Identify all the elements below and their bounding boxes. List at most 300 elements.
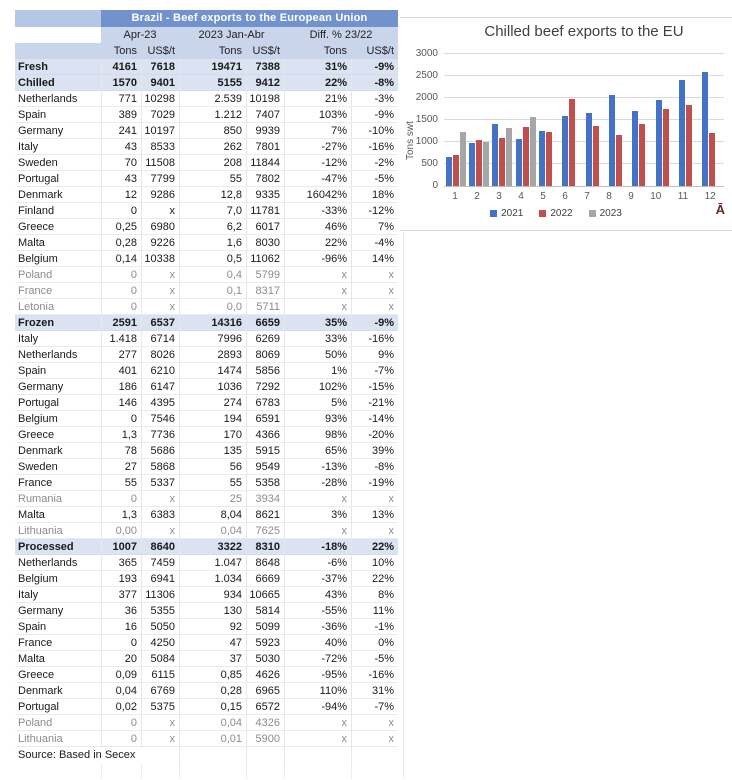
row-label[interactable]: Sweden bbox=[15, 459, 101, 475]
cell-2[interactable]: 7996 bbox=[179, 331, 246, 347]
cell-2[interactable]: 0,15 bbox=[179, 699, 246, 715]
subheader-cell-1[interactable]: US$/t bbox=[141, 43, 179, 59]
cell-4[interactable]: -13% bbox=[284, 459, 351, 475]
row-label[interactable]: Greece bbox=[15, 427, 101, 443]
cell-3[interactable]: 8648 bbox=[246, 555, 284, 571]
row-label[interactable]: Netherlands bbox=[15, 91, 101, 107]
column-group-jan-abr[interactable]: 2023 Jan-Abr bbox=[179, 27, 284, 43]
cell-4[interactable]: x bbox=[284, 491, 351, 507]
blank-subheader-cell[interactable] bbox=[15, 43, 101, 59]
cell-3[interactable]: 6017 bbox=[246, 219, 284, 235]
cell-4[interactable]: 50% bbox=[284, 347, 351, 363]
legend-item-2021[interactable] bbox=[490, 208, 523, 219]
cell-0[interactable]: 0,00 bbox=[101, 523, 141, 539]
cell-5[interactable]: -8% bbox=[351, 75, 398, 91]
cell-3[interactable]: 11062 bbox=[246, 251, 284, 267]
cell-5[interactable]: 22% bbox=[351, 539, 398, 555]
cell-4[interactable]: 46% bbox=[284, 219, 351, 235]
cell-5[interactable]: -3% bbox=[351, 91, 398, 107]
cell-1[interactable]: 8026 bbox=[141, 347, 179, 363]
cell-1[interactable]: 7459 bbox=[141, 555, 179, 571]
cell-0[interactable]: 1.418 bbox=[101, 331, 141, 347]
cell-0[interactable]: 186 bbox=[101, 379, 141, 395]
row-label[interactable]: Italy bbox=[15, 587, 101, 603]
cell-0[interactable]: 377 bbox=[101, 587, 141, 603]
cell-1[interactable]: 11306 bbox=[141, 587, 179, 603]
column-group-diff[interactable]: Diff. % 23/22 bbox=[284, 27, 398, 43]
cell-3[interactable]: 6269 bbox=[246, 331, 284, 347]
cell-5[interactable]: -16% bbox=[351, 139, 398, 155]
cell-2[interactable]: 262 bbox=[179, 139, 246, 155]
cell-0[interactable]: 146 bbox=[101, 395, 141, 411]
cell-5[interactable]: x bbox=[351, 491, 398, 507]
cell-4[interactable]: -33% bbox=[284, 203, 351, 219]
cell-1[interactable]: x bbox=[141, 715, 179, 731]
row-label[interactable]: Poland bbox=[15, 715, 101, 731]
cell-3[interactable]: 6591 bbox=[246, 411, 284, 427]
cell-4[interactable]: 1% bbox=[284, 363, 351, 379]
cell-5[interactable]: -9% bbox=[351, 107, 398, 123]
cell-2[interactable]: 19471 bbox=[179, 59, 246, 75]
cell-3[interactable]: 8030 bbox=[246, 235, 284, 251]
cell-3[interactable]: 10665 bbox=[246, 587, 284, 603]
row-label[interactable]: Belgium bbox=[15, 571, 101, 587]
cell-2[interactable]: 0,0 bbox=[179, 299, 246, 315]
subheader-cell-4[interactable]: Tons bbox=[284, 43, 351, 59]
cell-1[interactable]: 5868 bbox=[141, 459, 179, 475]
cell-4[interactable]: 65% bbox=[284, 443, 351, 459]
cell-0[interactable]: 0 bbox=[101, 635, 141, 651]
cell-2[interactable]: 130 bbox=[179, 603, 246, 619]
cell-1[interactable]: 7799 bbox=[141, 171, 179, 187]
cell-1[interactable]: x bbox=[141, 299, 179, 315]
cell-4[interactable]: -72% bbox=[284, 651, 351, 667]
row-label[interactable]: Portugal bbox=[15, 171, 101, 187]
cell-1[interactable]: 7029 bbox=[141, 107, 179, 123]
cell-2[interactable]: 1.047 bbox=[179, 555, 246, 571]
cell-5[interactable]: -16% bbox=[351, 667, 398, 683]
cell-5[interactable]: x bbox=[351, 523, 398, 539]
cell-3[interactable]: 7292 bbox=[246, 379, 284, 395]
cell-5[interactable]: 13% bbox=[351, 507, 398, 523]
cell-5[interactable]: 10% bbox=[351, 555, 398, 571]
cell-3[interactable]: 6783 bbox=[246, 395, 284, 411]
cell-3[interactable]: 5099 bbox=[246, 619, 284, 635]
cell-4[interactable]: x bbox=[284, 731, 351, 747]
cell-2[interactable]: 7,0 bbox=[179, 203, 246, 219]
cell-5[interactable]: 31% bbox=[351, 683, 398, 699]
cell-4[interactable]: -55% bbox=[284, 603, 351, 619]
cell-5[interactable]: x bbox=[351, 267, 398, 283]
cell-0[interactable]: 1,3 bbox=[101, 507, 141, 523]
cell-5[interactable]: 11% bbox=[351, 603, 398, 619]
cell-5[interactable]: -2% bbox=[351, 155, 398, 171]
cell-4[interactable]: -94% bbox=[284, 699, 351, 715]
cell-5[interactable]: 22% bbox=[351, 571, 398, 587]
row-label[interactable]: Germany bbox=[15, 603, 101, 619]
cell-2[interactable]: 2.539 bbox=[179, 91, 246, 107]
cell-2[interactable]: 934 bbox=[179, 587, 246, 603]
cell-4[interactable]: -36% bbox=[284, 619, 351, 635]
cell-5[interactable]: 9% bbox=[351, 347, 398, 363]
cell-3[interactable]: 3934 bbox=[246, 491, 284, 507]
cell-1[interactable]: 7618 bbox=[141, 59, 179, 75]
cell-4[interactable]: x bbox=[284, 523, 351, 539]
cell-4[interactable]: x bbox=[284, 299, 351, 315]
cell-0[interactable]: 1007 bbox=[101, 539, 141, 555]
cell-1[interactable]: 6769 bbox=[141, 683, 179, 699]
cell-3[interactable]: 11781 bbox=[246, 203, 284, 219]
cell-2[interactable]: 5155 bbox=[179, 75, 246, 91]
cell-4[interactable]: -95% bbox=[284, 667, 351, 683]
cell-0[interactable]: 0,28 bbox=[101, 235, 141, 251]
row-label[interactable]: Italy bbox=[15, 331, 101, 347]
cell-0[interactable]: 43 bbox=[101, 139, 141, 155]
column-group-apr23[interactable]: Apr-23 bbox=[101, 27, 179, 43]
cell-2[interactable]: 1036 bbox=[179, 379, 246, 395]
cell-3[interactable]: 10198 bbox=[246, 91, 284, 107]
cell-0[interactable]: 2591 bbox=[101, 315, 141, 331]
cell-1[interactable]: 5337 bbox=[141, 475, 179, 491]
cell-3[interactable]: 8621 bbox=[246, 507, 284, 523]
cell-4[interactable]: 35% bbox=[284, 315, 351, 331]
cell-0[interactable]: 0 bbox=[101, 715, 141, 731]
row-label[interactable]: Italy bbox=[15, 139, 101, 155]
cell-1[interactable]: x bbox=[141, 283, 179, 299]
row-label[interactable]: Netherlands bbox=[15, 347, 101, 363]
cell-2[interactable]: 0,28 bbox=[179, 683, 246, 699]
cell-2[interactable]: 135 bbox=[179, 443, 246, 459]
cell-0[interactable]: 0 bbox=[101, 267, 141, 283]
cell-3[interactable]: 7625 bbox=[246, 523, 284, 539]
row-label[interactable]: Finland bbox=[15, 203, 101, 219]
cell-2[interactable]: 208 bbox=[179, 155, 246, 171]
cell-1[interactable]: 6537 bbox=[141, 315, 179, 331]
cell-5[interactable]: -5% bbox=[351, 651, 398, 667]
cell-1[interactable]: 6714 bbox=[141, 331, 179, 347]
row-label[interactable]: Greece bbox=[15, 667, 101, 683]
cell-4[interactable]: 22% bbox=[284, 75, 351, 91]
row-label[interactable]: Letonia bbox=[15, 299, 101, 315]
row-label[interactable]: Portugal bbox=[15, 395, 101, 411]
cell-2[interactable]: 8,04 bbox=[179, 507, 246, 523]
cell-4[interactable]: -28% bbox=[284, 475, 351, 491]
cell-3[interactable]: 5900 bbox=[246, 731, 284, 747]
cell-2[interactable]: 55 bbox=[179, 475, 246, 491]
cell-3[interactable]: 4626 bbox=[246, 667, 284, 683]
cell-1[interactable]: 6941 bbox=[141, 571, 179, 587]
cell-2[interactable]: 1.034 bbox=[179, 571, 246, 587]
cell-4[interactable]: -18% bbox=[284, 539, 351, 555]
cell-2[interactable]: 47 bbox=[179, 635, 246, 651]
cell-5[interactable]: -9% bbox=[351, 315, 398, 331]
cell-0[interactable]: 193 bbox=[101, 571, 141, 587]
cell-3[interactable]: 5799 bbox=[246, 267, 284, 283]
cell-3[interactable]: 4366 bbox=[246, 427, 284, 443]
row-label[interactable]: France bbox=[15, 283, 101, 299]
cell-1[interactable]: 9401 bbox=[141, 75, 179, 91]
cell-0[interactable]: 78 bbox=[101, 443, 141, 459]
cell-5[interactable]: -4% bbox=[351, 235, 398, 251]
cell-4[interactable]: 43% bbox=[284, 587, 351, 603]
cell-0[interactable]: 277 bbox=[101, 347, 141, 363]
cell-0[interactable]: 20 bbox=[101, 651, 141, 667]
cell-2[interactable]: 0,85 bbox=[179, 667, 246, 683]
cell-0[interactable]: 55 bbox=[101, 475, 141, 491]
cell-0[interactable]: 1570 bbox=[101, 75, 141, 91]
cell-1[interactable]: x bbox=[141, 491, 179, 507]
cell-5[interactable]: -12% bbox=[351, 203, 398, 219]
cell-0[interactable]: 401 bbox=[101, 363, 141, 379]
cell-0[interactable]: 0,25 bbox=[101, 219, 141, 235]
cell-3[interactable]: 6572 bbox=[246, 699, 284, 715]
cell-4[interactable]: -37% bbox=[284, 571, 351, 587]
cell-5[interactable]: -15% bbox=[351, 379, 398, 395]
cell-1[interactable]: 4395 bbox=[141, 395, 179, 411]
legend-item-2022[interactable] bbox=[539, 208, 572, 219]
cell-2[interactable]: 55 bbox=[179, 171, 246, 187]
cell-1[interactable]: x bbox=[141, 523, 179, 539]
row-label[interactable]: Malta bbox=[15, 651, 101, 667]
cell-5[interactable]: -14% bbox=[351, 411, 398, 427]
cell-1[interactable]: 10338 bbox=[141, 251, 179, 267]
cell-5[interactable]: x bbox=[351, 715, 398, 731]
cell-5[interactable]: -19% bbox=[351, 475, 398, 491]
row-label[interactable]: Germany bbox=[15, 123, 101, 139]
row-label[interactable]: Lithuania bbox=[15, 731, 101, 747]
chilled-exports-chart[interactable] bbox=[400, 17, 732, 231]
cell-5[interactable]: 14% bbox=[351, 251, 398, 267]
cell-1[interactable]: 9286 bbox=[141, 187, 179, 203]
cell-3[interactable]: 6659 bbox=[246, 315, 284, 331]
row-label[interactable]: Malta bbox=[15, 235, 101, 251]
cell-2[interactable]: 2893 bbox=[179, 347, 246, 363]
cell-4[interactable]: 31% bbox=[284, 59, 351, 75]
table-corner-cell[interactable] bbox=[15, 10, 101, 27]
cell-2[interactable]: 194 bbox=[179, 411, 246, 427]
subheader-cell-5[interactable]: US$/t bbox=[351, 43, 398, 59]
cell-5[interactable]: -7% bbox=[351, 699, 398, 715]
cell-3[interactable]: 11844 bbox=[246, 155, 284, 171]
cell-3[interactable]: 7801 bbox=[246, 139, 284, 155]
cell-2[interactable]: 12,8 bbox=[179, 187, 246, 203]
row-label[interactable]: Poland bbox=[15, 267, 101, 283]
row-label[interactable]: Sweden bbox=[15, 155, 101, 171]
cell-4[interactable]: 40% bbox=[284, 635, 351, 651]
cell-2[interactable]: 3322 bbox=[179, 539, 246, 555]
cell-5[interactable]: 39% bbox=[351, 443, 398, 459]
cell-4[interactable]: 7% bbox=[284, 123, 351, 139]
cell-3[interactable]: 6669 bbox=[246, 571, 284, 587]
cell-5[interactable]: -5% bbox=[351, 171, 398, 187]
cell-5[interactable]: 18% bbox=[351, 187, 398, 203]
cell-5[interactable]: -16% bbox=[351, 331, 398, 347]
cell-1[interactable]: 9226 bbox=[141, 235, 179, 251]
subheader-cell-3[interactable]: US$/t bbox=[246, 43, 284, 59]
cell-2[interactable]: 1,6 bbox=[179, 235, 246, 251]
row-label[interactable]: Frozen bbox=[15, 315, 101, 331]
cell-3[interactable]: 5856 bbox=[246, 363, 284, 379]
cell-5[interactable]: 0% bbox=[351, 635, 398, 651]
cell-3[interactable]: 4326 bbox=[246, 715, 284, 731]
cell-1[interactable]: 5686 bbox=[141, 443, 179, 459]
cell-5[interactable]: x bbox=[351, 299, 398, 315]
cell-1[interactable]: x bbox=[141, 731, 179, 747]
cell-2[interactable]: 170 bbox=[179, 427, 246, 443]
cell-2[interactable]: 0,04 bbox=[179, 715, 246, 731]
cell-3[interactable]: 5814 bbox=[246, 603, 284, 619]
cell-1[interactable]: 5355 bbox=[141, 603, 179, 619]
cell-4[interactable]: 103% bbox=[284, 107, 351, 123]
cell-1[interactable]: x bbox=[141, 267, 179, 283]
cell-0[interactable]: 70 bbox=[101, 155, 141, 171]
cell-0[interactable]: 365 bbox=[101, 555, 141, 571]
cell-5[interactable]: x bbox=[351, 731, 398, 747]
cell-3[interactable]: 5358 bbox=[246, 475, 284, 491]
cell-2[interactable]: 25 bbox=[179, 491, 246, 507]
cell-3[interactable]: 5030 bbox=[246, 651, 284, 667]
cell-5[interactable]: x bbox=[351, 283, 398, 299]
cell-3[interactable]: 7407 bbox=[246, 107, 284, 123]
cell-0[interactable]: 27 bbox=[101, 459, 141, 475]
cell-0[interactable]: 0 bbox=[101, 203, 141, 219]
row-label[interactable]: Greece bbox=[15, 219, 101, 235]
cell-1[interactable]: 10298 bbox=[141, 91, 179, 107]
cell-3[interactable]: 8310 bbox=[246, 539, 284, 555]
cell-2[interactable]: 92 bbox=[179, 619, 246, 635]
cell-2[interactable]: 274 bbox=[179, 395, 246, 411]
cell-4[interactable]: -47% bbox=[284, 171, 351, 187]
row-label[interactable]: Processed bbox=[15, 539, 101, 555]
cell-2[interactable]: 0,4 bbox=[179, 267, 246, 283]
cell-1[interactable]: 6980 bbox=[141, 219, 179, 235]
cell-1[interactable]: x bbox=[141, 203, 179, 219]
cell-4[interactable]: 98% bbox=[284, 427, 351, 443]
cell-4[interactable]: -12% bbox=[284, 155, 351, 171]
row-label[interactable]: Germany bbox=[15, 379, 101, 395]
cell-4[interactable]: 22% bbox=[284, 235, 351, 251]
cell-3[interactable]: 7388 bbox=[246, 59, 284, 75]
cell-0[interactable]: 389 bbox=[101, 107, 141, 123]
cell-3[interactable]: 6965 bbox=[246, 683, 284, 699]
row-label[interactable]: Rumania bbox=[15, 491, 101, 507]
cell-1[interactable]: 5375 bbox=[141, 699, 179, 715]
cell-3[interactable]: 5923 bbox=[246, 635, 284, 651]
row-label[interactable]: Spain bbox=[15, 363, 101, 379]
cell-1[interactable]: 6115 bbox=[141, 667, 179, 683]
row-label[interactable]: Chilled bbox=[15, 75, 101, 91]
cell-2[interactable]: 14316 bbox=[179, 315, 246, 331]
cell-1[interactable]: 6383 bbox=[141, 507, 179, 523]
row-label[interactable]: Denmark bbox=[15, 443, 101, 459]
cell-2[interactable]: 56 bbox=[179, 459, 246, 475]
cell-3[interactable]: 5711 bbox=[246, 299, 284, 315]
cell-1[interactable]: 10197 bbox=[141, 123, 179, 139]
row-label[interactable]: Belgium bbox=[15, 411, 101, 427]
cell-0[interactable]: 1,3 bbox=[101, 427, 141, 443]
cell-1[interactable]: 7546 bbox=[141, 411, 179, 427]
cell-0[interactable]: 0 bbox=[101, 299, 141, 315]
cell-0[interactable]: 0,04 bbox=[101, 683, 141, 699]
cell-1[interactable]: 11508 bbox=[141, 155, 179, 171]
subheader-cell-2[interactable]: Tons bbox=[179, 43, 246, 59]
cell-5[interactable]: -8% bbox=[351, 459, 398, 475]
cell-3[interactable]: 8317 bbox=[246, 283, 284, 299]
cell-0[interactable]: 0,14 bbox=[101, 251, 141, 267]
cell-1[interactable]: 6210 bbox=[141, 363, 179, 379]
cell-4[interactable]: 93% bbox=[284, 411, 351, 427]
cell-3[interactable]: 5915 bbox=[246, 443, 284, 459]
blank-header-cell[interactable] bbox=[15, 27, 101, 43]
cell-5[interactable]: 8% bbox=[351, 587, 398, 603]
row-label[interactable]: Fresh bbox=[15, 59, 101, 75]
subheader-cell-0[interactable]: Tons bbox=[101, 43, 141, 59]
row-label[interactable]: Netherlands bbox=[15, 555, 101, 571]
cell-5[interactable]: -20% bbox=[351, 427, 398, 443]
cell-5[interactable]: -7% bbox=[351, 363, 398, 379]
cell-0[interactable]: 12 bbox=[101, 187, 141, 203]
plot-area[interactable] bbox=[444, 54, 724, 187]
row-label[interactable]: Denmark bbox=[15, 187, 101, 203]
cell-4[interactable]: 110% bbox=[284, 683, 351, 699]
cell-2[interactable]: 0,1 bbox=[179, 283, 246, 299]
cell-1[interactable]: 5050 bbox=[141, 619, 179, 635]
cell-2[interactable]: 37 bbox=[179, 651, 246, 667]
cell-0[interactable]: 0 bbox=[101, 491, 141, 507]
row-label[interactable]: Malta bbox=[15, 507, 101, 523]
cell-0[interactable]: 771 bbox=[101, 91, 141, 107]
cell-0[interactable]: 241 bbox=[101, 123, 141, 139]
cell-0[interactable]: 0 bbox=[101, 731, 141, 747]
cell-2[interactable]: 1474 bbox=[179, 363, 246, 379]
row-label[interactable]: Portugal bbox=[15, 699, 101, 715]
cell-4[interactable]: 16042% bbox=[284, 187, 351, 203]
cell-5[interactable]: -9% bbox=[351, 59, 398, 75]
cell-0[interactable]: 0 bbox=[101, 283, 141, 299]
cell-3[interactable]: 9549 bbox=[246, 459, 284, 475]
row-label[interactable]: Lithuania bbox=[15, 523, 101, 539]
row-label[interactable]: Belgium bbox=[15, 251, 101, 267]
cell-4[interactable]: x bbox=[284, 283, 351, 299]
cell-1[interactable]: 7736 bbox=[141, 427, 179, 443]
cell-5[interactable]: 7% bbox=[351, 219, 398, 235]
cell-5[interactable]: -10% bbox=[351, 123, 398, 139]
cell-2[interactable]: 6,2 bbox=[179, 219, 246, 235]
cell-0[interactable]: 0,09 bbox=[101, 667, 141, 683]
cell-1[interactable]: 6147 bbox=[141, 379, 179, 395]
cell-4[interactable]: x bbox=[284, 267, 351, 283]
cell-3[interactable]: 9335 bbox=[246, 187, 284, 203]
cell-4[interactable]: -6% bbox=[284, 555, 351, 571]
cell-4[interactable]: 5% bbox=[284, 395, 351, 411]
cell-4[interactable]: 102% bbox=[284, 379, 351, 395]
cell-1[interactable]: 8640 bbox=[141, 539, 179, 555]
cell-0[interactable]: 0 bbox=[101, 411, 141, 427]
cell-0[interactable]: 43 bbox=[101, 171, 141, 187]
cell-2[interactable]: 1.212 bbox=[179, 107, 246, 123]
cell-0[interactable]: 4161 bbox=[101, 59, 141, 75]
row-label[interactable]: Denmark bbox=[15, 683, 101, 699]
cell-2[interactable]: 0,04 bbox=[179, 523, 246, 539]
cell-1[interactable]: 8533 bbox=[141, 139, 179, 155]
cell-1[interactable]: 5084 bbox=[141, 651, 179, 667]
cell-0[interactable]: 36 bbox=[101, 603, 141, 619]
cell-5[interactable]: -21% bbox=[351, 395, 398, 411]
cell-3[interactable]: 9939 bbox=[246, 123, 284, 139]
cell-5[interactable]: -1% bbox=[351, 619, 398, 635]
cell-4[interactable]: -96% bbox=[284, 251, 351, 267]
cell-4[interactable]: 33% bbox=[284, 331, 351, 347]
